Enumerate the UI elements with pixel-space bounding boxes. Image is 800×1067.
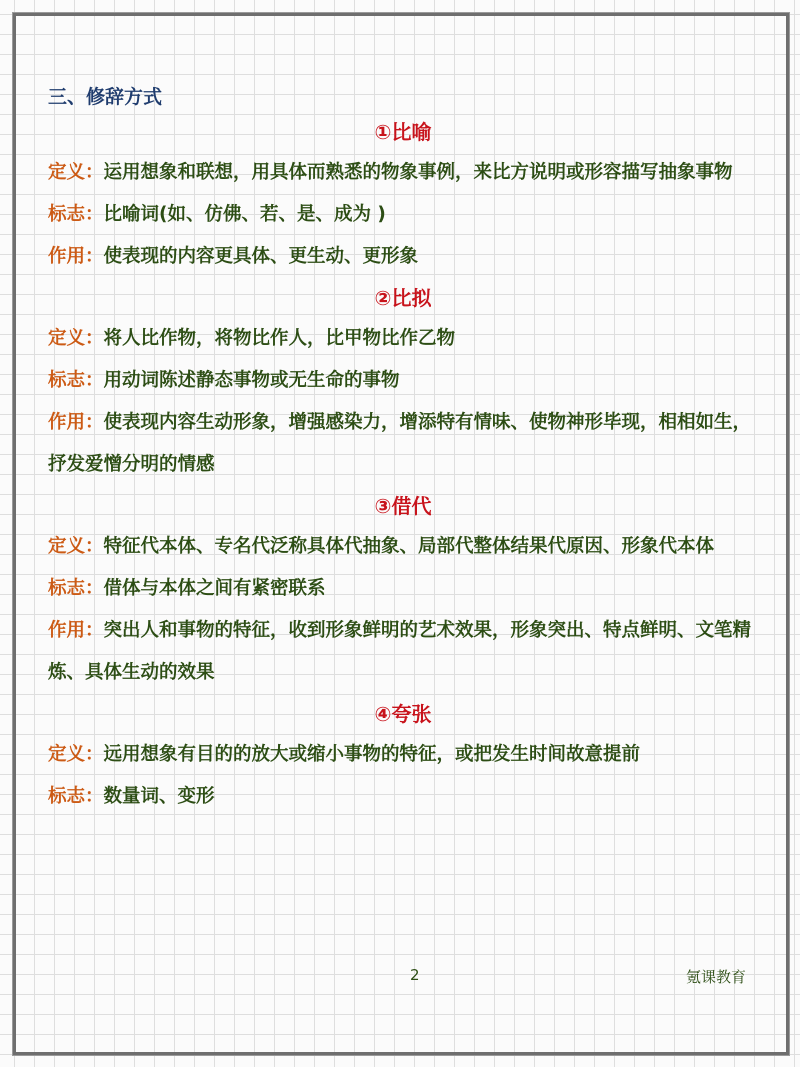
marker-label: 标志： (48, 578, 104, 599)
marker-hyperbole (48, 776, 758, 818)
page-number: 2 (410, 966, 420, 984)
marker-text: 用动词陈述静态事物或无生命的事物 (103, 370, 400, 391)
item-title-hyperbole: ④夸张 (374, 702, 432, 726)
marker-simile (48, 194, 758, 236)
definition-metonymy (48, 526, 758, 568)
effect-personification (48, 402, 758, 486)
definition-label: 定义： (48, 536, 104, 557)
definition-hyperbole (48, 734, 758, 776)
definition-label: 定义： (48, 744, 104, 765)
item-title-simile: ①比喻 (374, 120, 432, 144)
definition-text: 远用想象有目的的放大或缩小事物的特征，或把发生时间故意提前 (103, 744, 641, 765)
effect-simile (48, 236, 758, 278)
definition-text: 运用想象和联想，用具体而熟悉的物象事例，来比方说明或形容描写抽象事物 (103, 162, 733, 183)
definition-simile (48, 152, 758, 194)
effect-label: 作用： (48, 246, 104, 267)
item-title-personification: ②比拟 (374, 286, 432, 310)
item-title-metonymy: ③借代 (374, 494, 432, 518)
effect-text: 突出人和事物的特征，收到形象鲜明的艺术效果，形象突出、特点鲜明、文笔精炼、具体生动的效果 (48, 620, 752, 683)
marker-personification (48, 360, 758, 402)
effect-text: 使表现的内容更具体、更生动、更形象 (103, 246, 419, 267)
definition-text: 将人比作物，将物比作人，比甲物比作乙物 (103, 328, 456, 349)
brand-name: 氪课教育 (686, 968, 747, 986)
definition-label: 定义： (48, 162, 104, 183)
main-content (48, 82, 758, 818)
marker-text: 比喻词(如、仿佛、若、是、成为 ) (103, 204, 386, 225)
marker-label: 标志： (48, 204, 104, 225)
effect-label: 作用： (48, 620, 104, 641)
effect-label: 作用： (48, 412, 104, 433)
marker-label: 标志： (48, 786, 104, 807)
marker-text: 数量词、变形 (103, 786, 215, 807)
effect-text: 使表现内容生动形象，增强感染力，增添特有情味、使物神形毕现，相相如生，抒发爱憎分明的情感 (48, 412, 752, 475)
marker-text: 借体与本体之间有紧密联系 (103, 578, 326, 599)
marker-label: 标志： (48, 370, 104, 391)
definition-text: 特征代本体、专名代泛称具体代抽象、局部代整体结果代原因、形象代本体 (103, 536, 715, 557)
definition-label: 定义： (48, 328, 104, 349)
definition-personification (48, 318, 758, 360)
section-title: 三、修辞方式 (48, 86, 163, 108)
marker-metonymy (48, 568, 758, 610)
effect-metonymy (48, 610, 758, 694)
